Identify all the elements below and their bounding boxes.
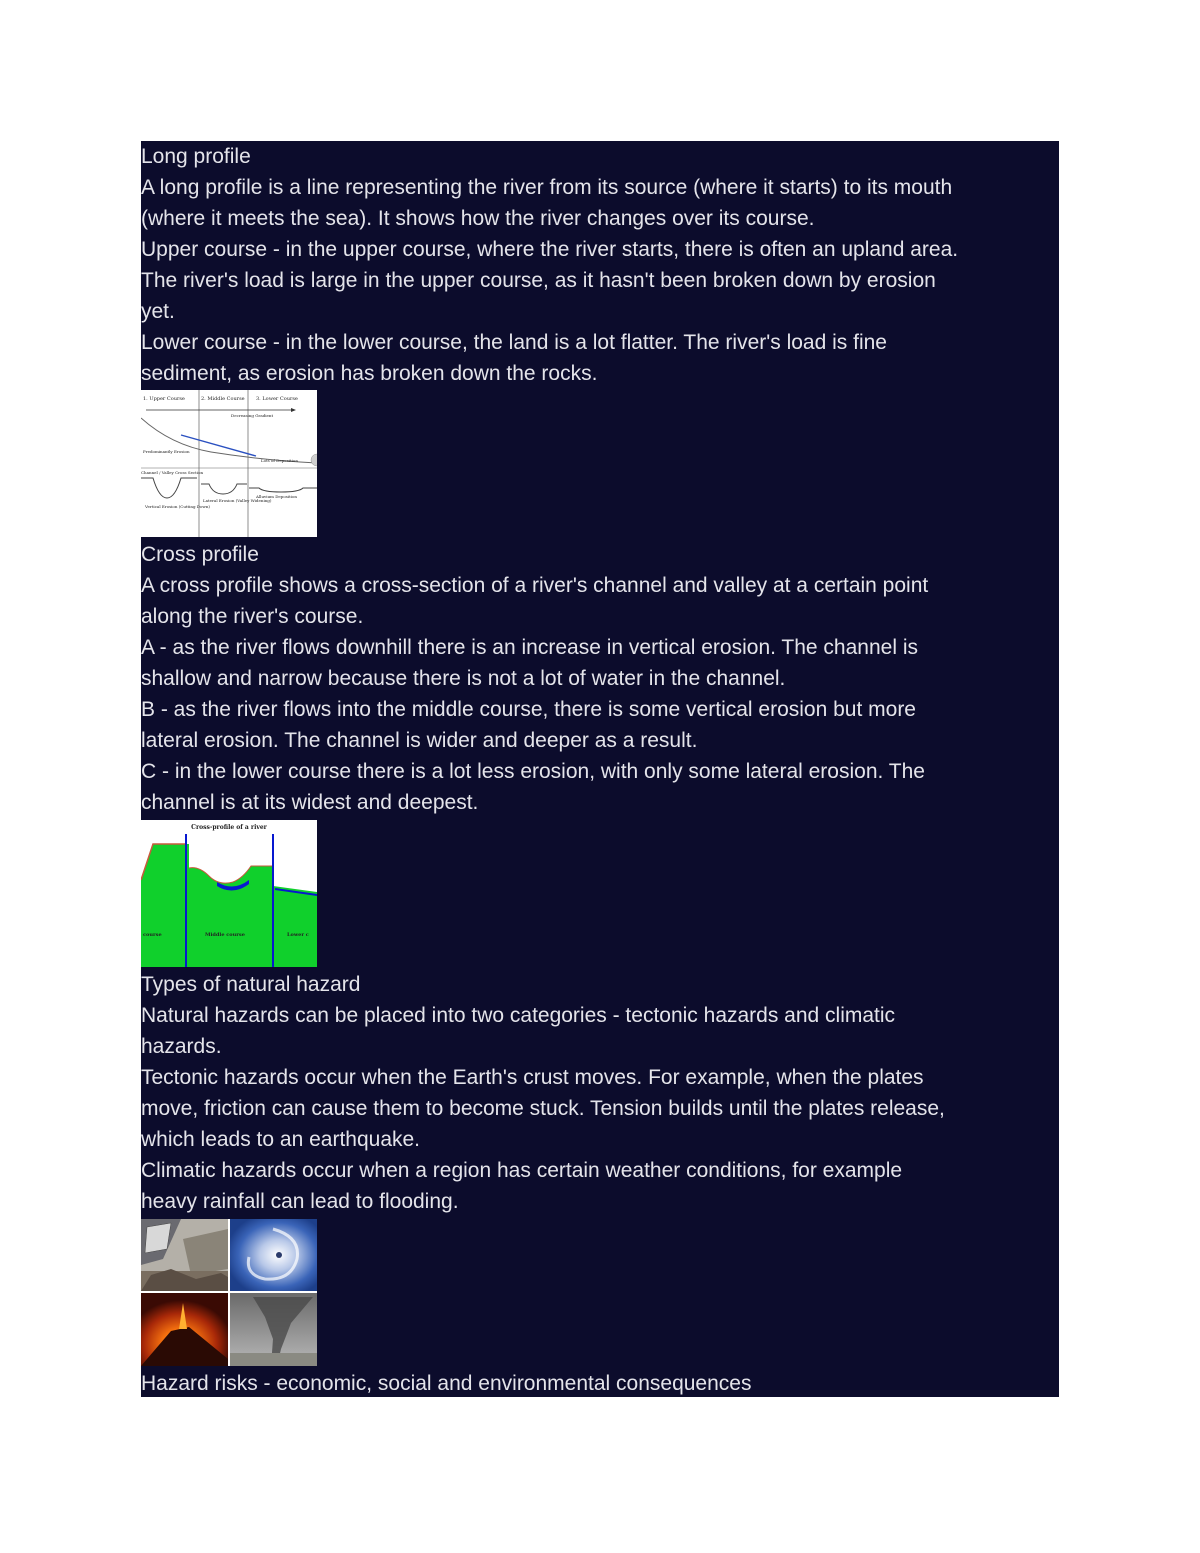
paragraph-line: Lower course - in the lower course, the land is a lot flatter. The river's load is fine <box>141 331 887 354</box>
paragraph-line: A long profile is a line representing the river from its source (where it starts) to its mouth <box>141 176 953 199</box>
long-profile-diagram <box>141 390 317 537</box>
volcano-photo <box>141 1293 228 1366</box>
paragraph-line: Natural hazards can be placed into two categories - tectonic hazards and climatic <box>141 1004 896 1027</box>
tornado-photo <box>230 1293 317 1366</box>
diagram-label: Lots of Deposition <box>261 458 298 463</box>
paragraph-line: shallow and narrow because there is not a lot of water in the channel. <box>141 667 786 690</box>
paragraph-line: (where it meets the sea). It shows how the river changes over its course. <box>141 207 815 230</box>
paragraph-line: channel is at its widest and deepest. <box>141 791 479 814</box>
paragraph-line: yet. <box>141 300 175 323</box>
paragraph-line: Upper course - in the upper course, where the river starts, there is often an upland area. <box>141 238 959 261</box>
paragraph-line: Climatic hazards occur when a region has certain weather conditions, for example <box>141 1159 903 1182</box>
diagram-label: course <box>143 932 162 938</box>
diagram-title: Cross-profile of a river <box>191 824 267 831</box>
paragraph-line: A cross profile shows a cross-section of a river's channel and valley at a certain point <box>141 574 929 597</box>
diagram-label: Alluvium Deposition <box>256 494 297 499</box>
hurricane-photo <box>230 1219 317 1291</box>
paragraph-line: lateral erosion. The channel is wider and deeper as a result. <box>141 729 698 752</box>
diagram-label: 2. Middle Course <box>201 396 245 402</box>
natural-hazards-photo-collage <box>141 1219 317 1366</box>
paragraph-line: sediment, as erosion has broken down the rocks. <box>141 362 598 385</box>
section-heading: Hazard risks - economic, social and environmental consequences <box>141 1372 752 1395</box>
paragraph-line: B - as the river flows into the middle course, there is some vertical erosion but more <box>141 698 916 721</box>
paragraph-line: which leads to an earthquake. <box>141 1128 421 1151</box>
paragraph-line: along the river's course. <box>141 605 364 628</box>
cross-profile-diagram <box>141 820 317 967</box>
diagram-label: Middle course <box>205 932 245 938</box>
section-heading: Cross profile <box>141 543 259 566</box>
paragraph-line: hazards. <box>141 1035 222 1058</box>
paragraph-line: The river's load is large in the upper course, as it hasn't been broken down by erosion <box>141 269 936 292</box>
diagram-label: Predominantly Erosion <box>143 449 190 454</box>
earthquake-photo <box>141 1219 228 1291</box>
diagram-label: Decreasing Gradient <box>231 413 274 418</box>
diagram-label: Lateral Erosion (Valley Widening) <box>203 498 272 503</box>
section-heading: Types of natural hazard <box>141 973 361 996</box>
document-page <box>141 141 1059 1397</box>
section-heading: Long profile <box>141 145 251 168</box>
diagram-label: Vertical Erosion (Cutting Down) <box>145 504 210 509</box>
diagram-label: Lower c <box>287 932 309 938</box>
paragraph-line: A - as the river flows downhill there is an increase in vertical erosion. The channel is <box>141 636 918 659</box>
diagram-label: Channel / Valley Cross Section <box>141 470 204 475</box>
paragraph-line: heavy rainfall can lead to flooding. <box>141 1190 459 1213</box>
paragraph-line: C - in the lower course there is a lot less erosion, with only some lateral erosion. The <box>141 760 925 783</box>
paragraph-line: move, friction can cause them to become stuck. Tension builds until the plates release, <box>141 1097 945 1120</box>
diagram-label: 1. Upper Course <box>143 396 185 402</box>
paragraph-line: Tectonic hazards occur when the Earth's crust moves. For example, when the plates <box>141 1066 924 1089</box>
diagram-label: 3. Lower Course <box>256 396 298 402</box>
